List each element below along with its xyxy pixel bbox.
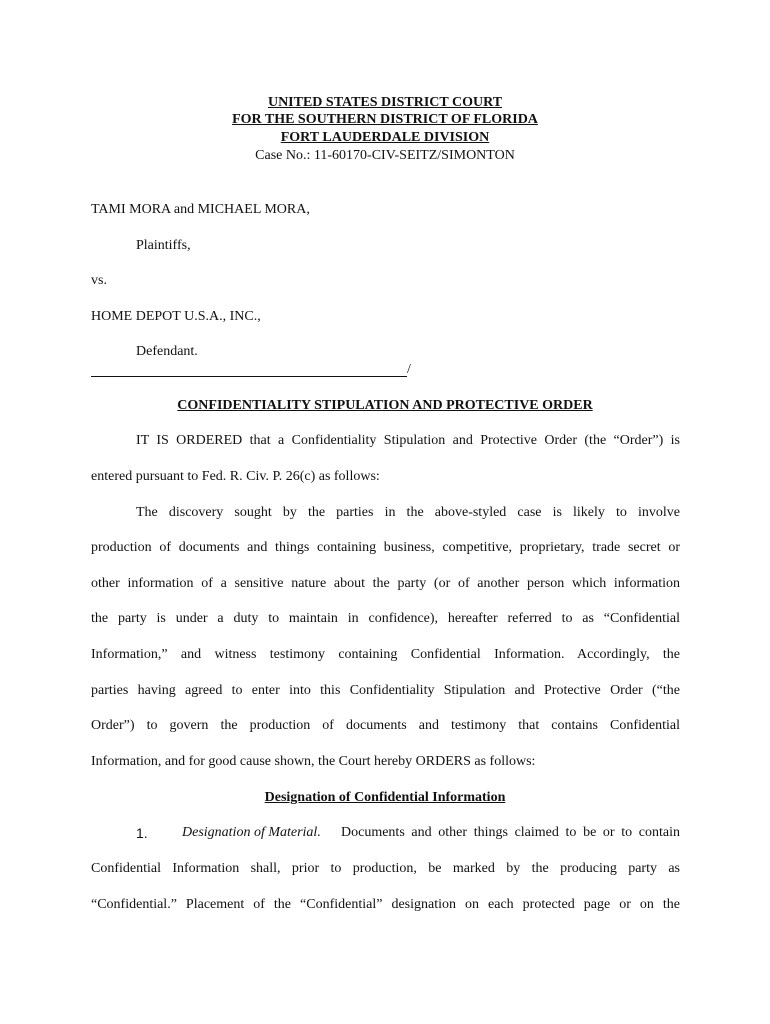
paragraph-line-2: production of documents and things containing business, competitive, proprietary, trade secret or — [91, 540, 680, 555]
case-number: Case No.: 11-60170-CIV-SEITZ/SIMONTON — [255, 148, 515, 163]
document-title: CONFIDENTIALITY STIPULATION AND PROTECTIVE ORDER — [177, 398, 593, 413]
paragraph-line-8: Information, and for good cause shown, the Court hereby ORDERS as follows: — [91, 754, 536, 769]
plaintiffs-label: Plaintiffs, — [136, 238, 191, 253]
item-line-1: Documents and other things claimed to be or to contain — [341, 825, 680, 840]
item-line-3: “Confidential.” Placement of the “Confidential” designation on each protected page or on the — [91, 897, 680, 912]
paragraph-line-3: other information of a sensitive nature about the party (or of another person which information — [91, 576, 680, 591]
district-name: FOR THE SOUTHERN DISTRICT OF FLORIDA — [232, 112, 538, 127]
court-name: UNITED STATES DISTRICT COURT — [267, 95, 503, 110]
intro-line-2: entered pursuant to Fed. R. Civ. P. 26(c) as follows: — [91, 469, 380, 484]
paragraph-line-1: The discovery sought by the parties in the above-styled case is likely to involve — [136, 505, 680, 520]
defendant-name: HOME DEPOT U.S.A., INC., — [91, 309, 261, 324]
defendant-label: Defendant. — [136, 344, 198, 359]
paragraph-line-7: Order”) to govern the production of documents and testimony that contains Confidential — [91, 718, 680, 733]
paragraph-line-6: parties having agreed to enter into this Confidentiality Stipulation and Protective Order (“the — [91, 683, 680, 698]
section-heading: Designation of Confidential Information — [264, 790, 506, 805]
item-line-2: Confidential Information shall, prior to production, be marked by the producing party as — [91, 861, 680, 876]
intro-line-1: IT IS ORDERED that a Confidentiality Stipulation and Protective Order (the “Order”) is — [136, 433, 680, 448]
paragraph-line-4: the party is under a duty to maintain in confidence), hereafter referred to as “Confidential — [91, 611, 680, 626]
versus-label: vs. — [91, 273, 107, 288]
caption-slash: / — [407, 362, 411, 377]
item-heading: Designation of Material. — [182, 825, 321, 840]
item-number: 1. — [136, 825, 148, 841]
caption-divider-line — [91, 376, 407, 377]
plaintiffs-names: TAMI MORA and MICHAEL MORA, — [91, 202, 310, 217]
division-name: FORT LAUDERDALE DIVISION — [280, 130, 490, 145]
paragraph-line-5: Information,” and witness testimony containing Confidential Information. Accordingly, the — [91, 647, 680, 662]
